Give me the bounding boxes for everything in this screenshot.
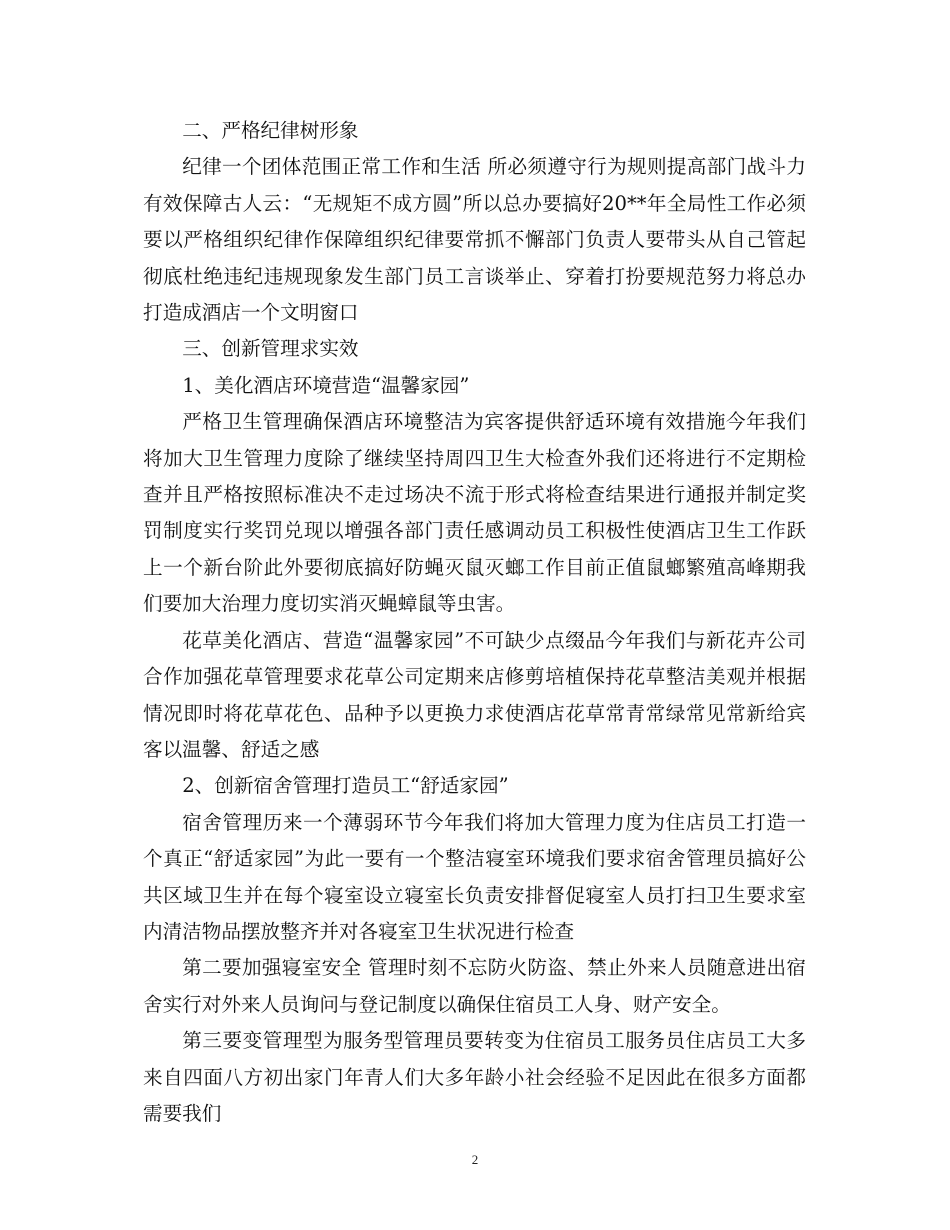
paragraph-hygiene: 严格卫生管理确保酒店环境整洁为宾客提供舒适环境有效措施今年我们将加大卫生管理力度除了继续坚持周四卫生大检查外我们还将进行不定期检查并且严格按照标准决不走过场决不流于形式将检查结果进行通报并制定奖罚制度实行奖罚兑现以增强各部门责任感调动员工积极性使酒店卫生工作跃上一个新台阶此外要彻底搞好防蝇灭鼠灭螂工作目前正值鼠螂繁殖高峰期我们要加大治理力度切实消灭蝇蟑鼠等虫害。	[143, 410, 806, 616]
subheading-dormitory: 2、创新宿舍管理打造员工“舒适家园”	[182, 774, 509, 798]
section-heading-discipline: 二、严格纪律树形象	[182, 119, 359, 142]
paragraph-dormitory: 宿舍管理历来一个薄弱环节今年我们将加大管理力度为住店员工打造一个真正“舒适家园”为此一要有一个整洁寝室环境我们要求宿舍管理员搞好公共区域卫生并在每个寝室设立寝室长负责安排督促寝室人员打扫卫生要求室内清洁物品摆放整齐并对各寝室卫生状况进行检查	[143, 810, 806, 943]
paragraph-discipline: 纪律一个团体范围正常工作和生活 所必须遵守行为规则提高部门战斗力有效保障古人云：“无规矩不成方圆”所以总办要搞好20**年全局性工作必须要以严格组织纪律作保障组织纪律要常抓不懈部门负责人要带头从自己管起彻底杜绝违纪违规现象发生部门员工言谈举止、穿着打扮要规范努力将总办打造成酒店一个文明窗口	[143, 155, 806, 325]
page-number: 2	[471, 1152, 479, 1167]
paragraph-service: 第三要变管理型为服务型管理员要转变为住宿员工服务员住店员工大多来自四面八方初出家门年青人们大多年龄小社会经验不足因此在很多方面都需要我们	[143, 1029, 806, 1125]
paragraph-flowers: 花草美化酒店、营造“温馨家园”不可缺少点缀品今年我们与新花卉公司合作加强花草管理要求花草公司定期来店修剪培植保持花草整洁美观并根据情况即时将花草花色、品种予以更换力求使酒店花草常青常绿常见常新给宾客以温馨、舒适之感	[143, 628, 806, 761]
document-body	[143, 113, 806, 1132]
paragraph-dorm-safety: 第二要加强寝室安全 管理时刻不忘防火防盗、禁止外来人员随意进出宿舍实行对外来人员询问与登记制度以确保住宿员工人身、财产安全。	[143, 956, 806, 1016]
subheading-hotel-environment: 1、美化酒店环境营造“温馨家园”	[182, 373, 470, 397]
section-heading-innovation: 三、创新管理求实效	[182, 337, 359, 361]
